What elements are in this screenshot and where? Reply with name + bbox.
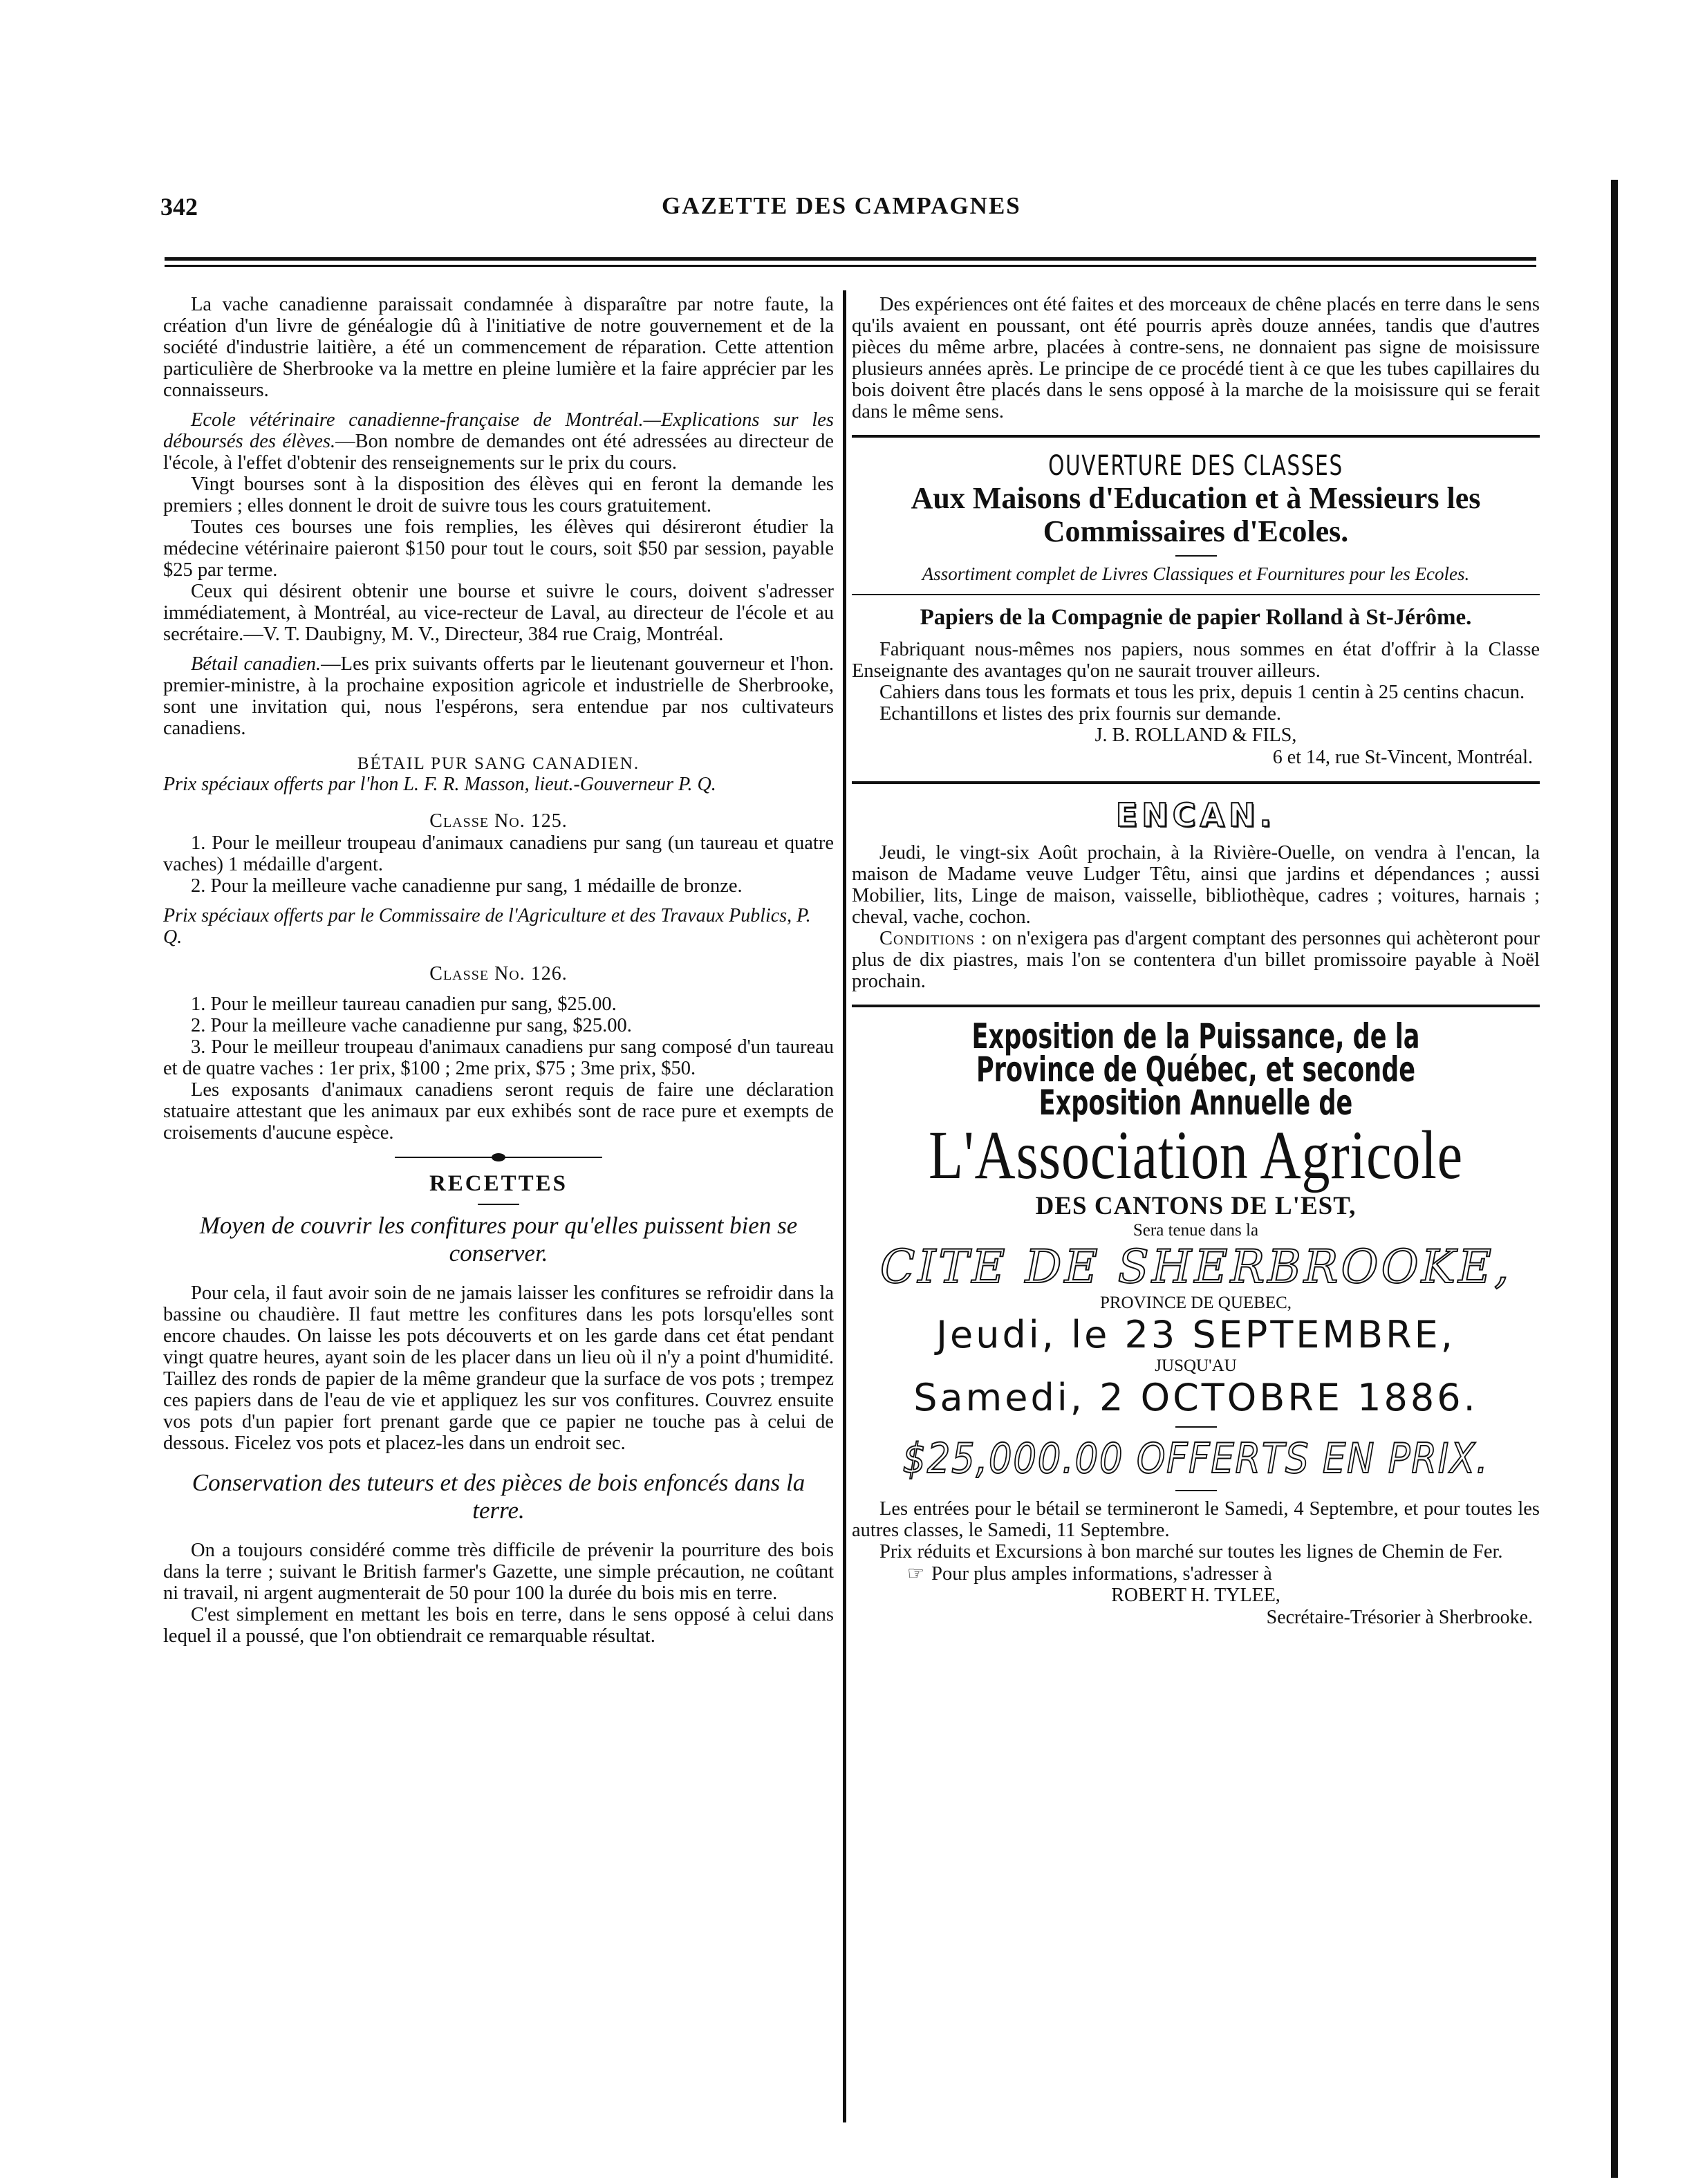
aux-maisons-heading: Aux Maisons d'Education et à Messieurs les Commissaires d'Ecoles. xyxy=(911,481,1481,548)
province-line: PROVINCE DE QUEBEC, xyxy=(1099,1294,1292,1312)
betail-heading: BÉTAIL PUR SANG CANADIEN. xyxy=(357,754,640,773)
ornament-divider xyxy=(395,1150,602,1164)
header-rule-top xyxy=(165,257,1536,261)
rolland-address: 6 et 14, rue St-Vincent, Montréal. xyxy=(1272,747,1533,768)
paragraph-ecole xyxy=(163,409,834,474)
cantons-heading: DES CANTONS DE L'EST, xyxy=(1035,1192,1357,1220)
paragraph-cest: C'est simplement en mettant les bois en terre, dans le sens opposé à celui dans lequel il a poussé, que l'on obtiendrait ce remarquable résultat. xyxy=(163,1604,834,1647)
paragraph-on-a: On a toujours considéré comme très difficile de prévenir la pourriture des bois dans la terre ; suivant le British farmer's Gazette, une simple précaution, ne coûtant ni travail, ni argent augmenterait de 50 pour 100 la durée du bois mis en terre. xyxy=(163,1540,834,1604)
paragraph-des-experiences: Des expériences ont été faites et des morceaux de chêne placés en terre dans le sens qu'ils avaient en poussant, ont été pourris après douze années, tandis que d'autres pièces du même arbre, placées à contre-sens, ne donnaient pas signe de moisissure plusieurs années après. Le principe de ce procédé tient à ce que les tubes capillaires du bois doivent être placés dans le sens opposé à la marche de la moisissure qui se ferait dans le même sens. xyxy=(852,294,1540,422)
moyen-title: Moyen de couvrir les confitures pour qu'elles puissent bien se conserver. xyxy=(199,1212,798,1267)
short-rule xyxy=(1175,1426,1217,1428)
binding-edge xyxy=(1611,180,1618,2178)
paragraph-vache: La vache canadienne paraissait condamnée à disparaître par notre faute, la création d'un livre de généalogie dû à l'initiative de notre gouvernement et de la société d'industrie laitière, a été un commencement de réparation. Cette attention particulière de Sherbrooke va la mettre en pleine lumière et la faire apprécier par les connaisseurs. xyxy=(163,294,834,401)
paragraph-pour-cela: Pour cela, il faut avoir soin de ne jamais laisser les confitures se refroidir dans la bassine ou chaudière. Il faut mettre les confitures dans les pots lorsqu'elles sont encore chaudes. On laisse les pots découverts et on les garde dans cet état pendant vingt quatre heures, ayant soin de les placer dans un lieu où il n'y a point d'humidité. Taillez des ronds de papier de la même grandeur que la surface de vos pots ; trempez ces papiers dans de l'eau de vie et appliquez les sur vos confitures. Couvrez ensuite vos pots d'un papier fort prenant garde que ce papier ne touche pas à celui de dessous. Ficelez vos pots et placez-les dans un endroit sec. xyxy=(163,1282,834,1454)
section-rule xyxy=(852,435,1540,438)
running-title: GAZETTE DES CAMPAGNES xyxy=(662,192,1021,219)
short-rule xyxy=(1175,1490,1217,1491)
assortiment-line: Assortiment complet de Livres Classiques et Fournitures pour les Ecoles. xyxy=(922,563,1470,584)
ecole-text: —Bon nombre de demandes ont été adressées au directeur de l'école, à l'effet d'obtenir des renseignements sur le prix du cours. xyxy=(163,431,834,474)
column-divider xyxy=(843,290,846,2122)
thin-rule xyxy=(852,594,1540,595)
offerts-en-prix: $25,000.00 OFFERTS EN PRIX. xyxy=(902,1435,1489,1483)
papiers-heading: Papiers de la Compagnie de papier Rolland à St-Jérôme. xyxy=(920,605,1472,630)
classe-125: Classe No. 125. xyxy=(429,810,568,832)
paragraph-cahiers: Cahiers dans tous les formats et tous les prix, depuis 1 centin à 25 centins chacun. xyxy=(879,682,1525,703)
classe-126-item-1: 1. Pour le meilleur taureau canadien pur sang, $25.00. xyxy=(191,993,617,1015)
ouverture-heading: OUVERTURE DES CLASSES xyxy=(1048,450,1343,482)
jeudi-date: Jeudi, le 23 SEPTEMBRE, xyxy=(936,1313,1455,1356)
ecole-title: Ecole vétérinaire canadienne-française de Montréal.—Explications sur les déboursés des élèves. xyxy=(163,409,834,452)
sera-tenue: Sera tenue dans la xyxy=(1133,1221,1259,1240)
paragraph-vingt: Vingt bourses sont à la disposition des élèves qui en feront la demande les premiers ; elles donnent le droit de suivre tous les cours gratuitement. xyxy=(163,474,834,516)
betail-text: —Les prix suivants offerts par le lieutenant gouverneur et l'hon. premier-ministre, à la prochaine exposition agricole et industrielle de Sherbrooke, sont une invitation qui, nous l'espérons, sera entendue par nos cultivateurs canadiens. xyxy=(163,653,834,739)
left-column xyxy=(163,294,834,2078)
classe-126: Classe No. 126. xyxy=(429,963,568,984)
samedi-date: Samedi, 2 OCTOBRE 1886. xyxy=(913,1376,1478,1419)
conditions-text: on n'exigera pas d'argent comptant des personnes qui achèteront pour plus de dix piastres, mais l'on se contentera d'un billet promissoire payable à Noël prochain. xyxy=(852,928,1540,992)
paragraph-ceux: Ceux qui désirent obtenir une bourse et suivre le cours, doivent s'adresser immédiatement, à Montréal, au vice-recteur de Laval, au directeur de l'école et au secrétaire.—V. T. Daubigny, M. V., Directeur, 384 rue Craig, Montréal. xyxy=(163,581,834,645)
short-rule xyxy=(1175,555,1217,557)
cite-sherbrooke: CITE DE SHERBROOKE, xyxy=(879,1240,1512,1294)
paragraph-informations xyxy=(852,1562,1540,1585)
section-rule xyxy=(852,781,1540,784)
page-header xyxy=(160,192,1536,234)
section-rule xyxy=(852,1005,1540,1007)
paragraph-conditions xyxy=(852,928,1540,992)
right-column xyxy=(852,294,1540,2078)
conditions-label: Conditions : xyxy=(879,928,987,949)
tylee-name: ROBERT H. TYLEE, xyxy=(1111,1585,1280,1606)
rolland-name: J. B. ROLLAND & FILS, xyxy=(1094,725,1297,746)
short-rule xyxy=(478,1204,519,1205)
paragraph-jeudi: Jeudi, le vingt-six Août prochain, à la Rivière-Ouelle, on vendra à l'encan, la maison de Madame veuve Ludger Têtu, ainsi que jardins et dépendances ; aussi Mobilier, lits, Linge de maison, vaisselle, bibliothèque, cadres ; voitures, harnais ; cheval, vache, cochon. xyxy=(852,842,1540,928)
prix-commissaire: Prix spéciaux offerts par le Commissaire de l'Agriculture et des Travaux Publics, P. Q. xyxy=(163,905,811,948)
association-title: L'Association Agricole xyxy=(929,1117,1463,1193)
page-number: 342 xyxy=(160,193,198,221)
header-rule-bottom xyxy=(165,265,1536,267)
classe-126-item-2: 2. Pour la meilleure vache canadienne pur sang, $25.00. xyxy=(191,1015,632,1036)
recettes-heading: RECETTES xyxy=(429,1171,568,1196)
conservation-title: Conservation des tuteurs et des pièces de bois enfoncés dans la terre. xyxy=(192,1469,805,1524)
classe-125-item-2: 2. Pour la meilleure vache canadienne pur sang, 1 médaille de bronze. xyxy=(191,875,743,897)
exposition-title: Exposition de la Puissance, de la Province de Québec, et seconde Exposition Annuelle de xyxy=(971,1016,1420,1123)
paragraph-fabriquant: Fabriquant nous-mêmes nos papiers, nous sommes en état d'offrir à la Classe Enseignante des avantages qu'on ne saurait trouver ailleurs. xyxy=(852,639,1540,682)
prix-masson: Prix spéciaux offerts par l'hon L. F. R. Masson, lieut.-Gouverneur P. Q. xyxy=(163,774,716,795)
paragraph-echantillons: Echantillons et listes des prix fournis sur demande. xyxy=(879,703,1281,725)
jusquau: JUSQU'AU xyxy=(1155,1356,1237,1375)
classe-126-item-3: 3. Pour le meilleur troupeau d'animaux canadiens pur sang composé d'un taureau et de quatre vaches : 1er prix, $100 ; 2me prix, $75 ; 3me prix, $50. xyxy=(163,1036,834,1079)
tylee-title: Secrétaire-Trésorier à Sherbrooke. xyxy=(1266,1607,1533,1628)
betail-title: Bétail canadien. xyxy=(191,653,322,675)
informations-text: Pour plus amples informations, s'adresser à xyxy=(931,1563,1272,1585)
paragraph-betail xyxy=(163,653,834,739)
paragraph-exposants: Les exposants d'animaux canadiens seront requis de faire une déclaration statuaire attestant que les animaux par eux exhibés sont de race pure et exempts de croisements d'aucune espèce. xyxy=(163,1079,834,1144)
paragraph-toutes: Toutes ces bourses une fois remplies, les élèves qui désireront étudier la médecine vétérinaire paieront $150 pour tout le cours, soit $50 par session, payable $25 par terme. xyxy=(163,516,834,581)
pointing-hand-icon: ☞ xyxy=(907,1562,925,1585)
classe-125-item-1: 1. Pour le meilleur troupeau d'animaux canadiens pur sang (un taureau et quatre vaches) 1 médaille d'argent. xyxy=(163,832,834,875)
paragraph-entrees: Les entrées pour le bétail se termineront le Samedi, 4 Septembre, et pour toutes les autres classes, le Samedi, 11 Septembre. xyxy=(852,1498,1540,1541)
encan-heading: ENCAN. xyxy=(1115,796,1276,834)
paragraph-prix-reduits: Prix réduits et Excursions à bon marché sur toutes les lignes de Chemin de Fer. xyxy=(879,1541,1503,1562)
